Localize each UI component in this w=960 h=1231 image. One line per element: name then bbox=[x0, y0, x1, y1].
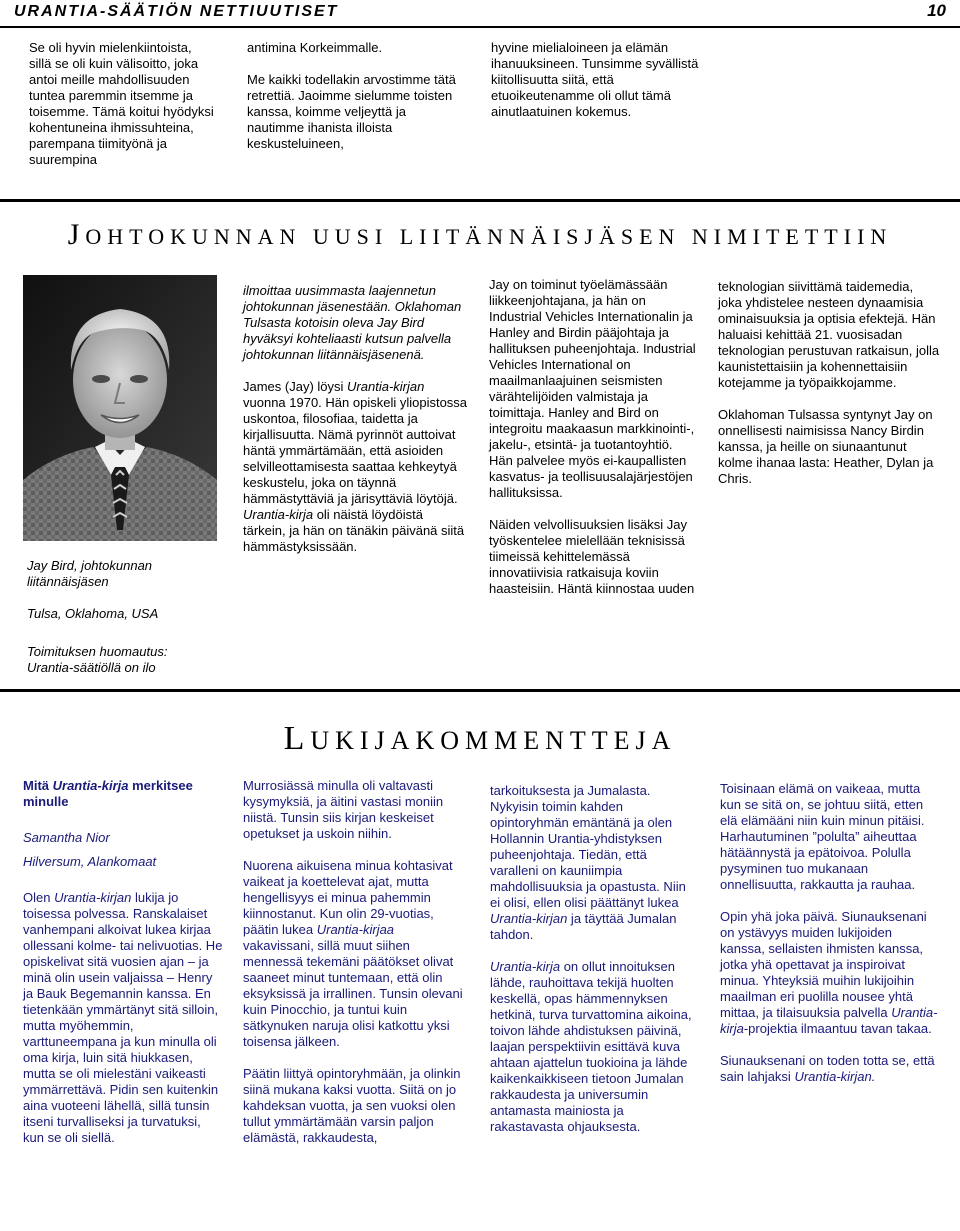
comments-col4-p3a: Siunauksenani on toden totta se, että sain lahjaksi bbox=[720, 1053, 935, 1084]
question-pre: Mitä bbox=[23, 778, 53, 793]
board-col3-p1: Jay on toiminut työelämässään liikkeenjohtajana, ja hän on Industrial Vehicles Internationalin ja Hanley and Birdin pääjohtaja ja hallituksen puheenjohtaja. Industrial Vehicles International on maailmanlaajuinen seismisten värähtelijöiden valmistaja ja toimittaja. Hanley and Bird on integroitu maakaasun markkinointi-, jakelu-, etsintä- ja tuotantoyhtiö. Hän palvelee myös ei-kaupallisten kasvatus- ja teollisuusalajärjestöjen hallituksissa. bbox=[489, 277, 696, 500]
comments-col3-p2 bbox=[490, 959, 698, 1135]
book-title: Urantia-kirjan bbox=[490, 911, 568, 926]
board-column-4 bbox=[718, 279, 940, 503]
comments-col2-p2a: Nuorena aikuisena minua kohtasivat vaikeat ja koettelevat ajat, mutta hengellisyys ei minua pahemmin kiinnostanut. Kun olin 29-vuotias, päätin lukea bbox=[243, 858, 453, 937]
caption-place: Tulsa, Oklahoma, USA bbox=[27, 606, 159, 621]
comments-col3-p2-text: on ollut innoituksen lähde, rauhoittava tekijä huolten keskellä, opas hämmennyksen hetkinä, turva turvattomina aikoina, toivon lähde ahdistuksen päivinä, laajan perspektiivin esittävä kuva ahtaan ajattelun tuokioina ja lähde kaikenkaikkiseen tietoon Jumalan rakkaudesta ja universumin antamasta mainiosta ja rakastavasta ohjauksesta. bbox=[490, 959, 692, 1134]
book-title: Urantia-kirjaa bbox=[316, 922, 395, 937]
heading-rest: OHTOKUNNAN UUSI LIITÄNNÄISJÄSEN NIMITETTIIN bbox=[85, 224, 893, 249]
question-post: merkitsee minulle bbox=[23, 778, 193, 809]
comments-col1-text bbox=[23, 890, 223, 1146]
board-col4-p1: teknologian siivittämä taidemedia, joka yhdistelee nesteen dynaamisia ominaisuuksia ja optisia efektejä. Hän haluaisi kehittää 21. vuosisadan teknologian perustuvan ratkaisun, jolla kaunistettaisiin ja kohennettaisiin kotejamme ja työpaikkojamme. bbox=[718, 279, 940, 390]
comments-col2-p1: Murrosiässä minulla oli valtavasti kysymyksiä, ja äitini vastasi moniin niistä. Tunsin siis kirjan keskeiset opetukset ja uskoin niihin. bbox=[243, 778, 444, 841]
comments-column-3 bbox=[490, 783, 698, 1151]
comments-col2-p3: Päätin liittyä opintoryhmään, ja olinkin siinä mukana kaksi vuotta. Siitä on jo kahdeksan vuotta, ja sen vuoksi olen tullut ymmärtämään varsin paljon elämästä, rakkaudesta, bbox=[243, 1066, 461, 1145]
comments-col2-p2b: vakavissani, sillä muut siihen mennessä tekemäni päätökset olivat saaneet minut tuntemaan, että olin eksyksissä ja irrallinen. Tunsin olevani kuin Pinocchio, ja tuntui kuin sätkynuken naruja olisi katkottu yksi toisensa jälkeen. bbox=[243, 938, 463, 1049]
photo-caption bbox=[27, 558, 217, 692]
portrait-image bbox=[23, 275, 217, 541]
divider-2 bbox=[0, 689, 960, 692]
section-heading-comments bbox=[0, 720, 960, 758]
top-column-3 bbox=[491, 40, 711, 136]
comments-col2-p2 bbox=[243, 858, 467, 1050]
page-header bbox=[0, 0, 960, 28]
comments-col4-p2b: -projektia ilmaantuu tavan takaa. bbox=[743, 1021, 932, 1036]
board-col3-p2: Näiden velvollisuuksien lisäksi Jay työskentelee mielellään teknisissä tiimeissä kehittelemässä innovatiivisia ratkaisuja koviin haasteisiin. Häntä kiinnostaa uuden bbox=[489, 517, 695, 596]
book-title: Urantia-kirjan bbox=[347, 379, 425, 394]
comments-col3-p1b: ja täyttää Jumalan tahdon. bbox=[490, 911, 677, 942]
top-column-2-p1: antimina Korkeimmalle. bbox=[247, 40, 383, 55]
heading-rest: UKIJAKOMMENTTEJA bbox=[310, 726, 677, 755]
board-col2-p2c: oli näistä löydöistä tärkein, ja hän on tänäkin päivänä siitä hämmästyksissään. bbox=[243, 507, 465, 554]
board-column-3 bbox=[489, 277, 697, 613]
comments-col4-p1: Toisinaan elämä on vaikeaa, mutta kun se sitä on, se johtuu siitä, etten elä elämääni niin kuin minun pitäisi. Harhautuminen ”polulta” aiheuttaa hätäännystä ja epätoivoa. Polulla pysyminen tuo mukanaan onnellisuutta, rakkautta ja rauhaa. bbox=[720, 781, 925, 892]
caption-name: Jay Bird, johtokunnan liitännäisjäsen bbox=[27, 558, 153, 589]
comments-column-2 bbox=[243, 778, 467, 1162]
board-col4-p2: Oklahoman Tulsassa syntynyt Jay on onnellisesti naimisissa Nancy Birdin kanssa, ja heille on siunaantunut kolme ihanaa lasta: Heather, Dylan ja Chris. bbox=[718, 407, 934, 486]
page-number: 10 bbox=[927, 1, 946, 20]
book-title: Urantia-kirjan bbox=[54, 890, 132, 905]
book-title: Urantia-kirja bbox=[720, 1005, 938, 1036]
board-col2-p2a: James (Jay) löysi bbox=[243, 379, 348, 394]
comments-col4-p2a: Opin yhä joka päivä. Siunauksenani on ystävyys muiden lukijoiden kanssa, sellaisten ihmisten kanssa, jotka yhä opettavat ja inspiroivat minua. Yhteyksiä muihin lukijoihin maailman eri puolilla nousee yhtä mittaa, ja tilaisuuksia palvella bbox=[720, 909, 927, 1020]
top-column-1 bbox=[29, 40, 217, 184]
book-title: Urantia-kirja bbox=[52, 778, 129, 793]
comments-col1-b: lukija jo toisessa polvessa. Ranskalaiset vanhempani alkoivat lukea kirjaa ollessani kolme- tai nelivuotias. He opiskelivat sitä vuosien ajan – ja minä olin usein valjaissa – Henry ja Bauk Begemannin kanssa. En tietenkään ymmärtänyt sitä silloin, mutta myöhemmin, varttuneempana ja kun minulla oli oma kirja, luin sitä hiukkasen, mutta se oli mielestäni vaikeasti ymmärrettävä. Pidin sen kuitenkin aina vuoteeni lähellä, sillä tunsin itseni turvalliseksi ja turvatuksi, kun se oli siellä. bbox=[23, 890, 223, 1145]
heading-initial: L bbox=[283, 720, 311, 757]
comments-col4-p3 bbox=[720, 1053, 940, 1085]
book-title: Urantia-kirjan. bbox=[794, 1069, 876, 1084]
comments-col3-p1a: tarkoituksesta ja Jumalasta. Nykyisin toimin kahden opintoryhmän emäntänä ja olen Hollannin Urantia-yhdistyksen puheenjohtaja. Tiedän, että varalleni on kauniimpia mahdollisuuksia ja opastusta. Niin ei olisi, ellen olisi päättänyt lukea bbox=[490, 783, 686, 910]
top-column-3-text: hyvine mielialoineen ja elämän ihanuuksineen. Tunsimme syvällistä kiitollisuutta siitä, että etuoikeutenamme oli ollut tämä ainutlaatuinen kokemus. bbox=[491, 40, 699, 119]
book-title: Urantia-kirja bbox=[490, 959, 561, 974]
comments-col1-a: Olen bbox=[23, 890, 55, 905]
board-col2-p1: ilmoittaa uusimmasta laajennetun johtokunnan jäsenestään. Oklahoman Tulsasta kotoisin oleva Jay Bird hyväksyi kohteliaasti kutsun palvella johtokunnan liitännäisjäsenenä. bbox=[243, 283, 462, 362]
heading-initial: J bbox=[67, 218, 86, 251]
comments-column-1 bbox=[23, 778, 223, 1162]
board-col2-p2 bbox=[243, 379, 469, 555]
publication-title: URANTIA-SÄÄTIÖN NETTIUUTISET bbox=[14, 3, 339, 20]
comments-col3-p1 bbox=[490, 783, 698, 943]
board-col2-p2b: vuonna 1970. Hän opiskeli yliopistossa uskontoa, filosofiaa, taidetta ja kirjallisuutta. Nämä pyrinnöt auttoivat häntä ymmärtämään, että asioiden selvilleottamisesta saattaa kehkeytyä keskustelu, joka on täynnä hämmästyttäviä ja järisyttäviä löytöjä. bbox=[243, 395, 468, 506]
comment-question bbox=[23, 778, 223, 810]
comments-column-4 bbox=[720, 781, 940, 1101]
comment-place: Hilversum, Alankomaat bbox=[23, 854, 157, 869]
comments-col4-p2 bbox=[720, 909, 940, 1037]
top-column-2 bbox=[247, 40, 457, 168]
book-title: Urantia-kirja bbox=[243, 507, 314, 522]
comment-author: Samantha Nior bbox=[23, 830, 110, 845]
editor-note: Toimituksen huomautus: Urantia-säätiöllä on ilo bbox=[27, 644, 168, 675]
top-column-2-p2: Me kaikki todellakin arvostimme tätä retrettiä. Jaoimme sielumme toisten kanssa, koimme veljeyttä ja nautimme ihanista illoista keskusteluineen, bbox=[247, 72, 456, 151]
section-heading-board bbox=[0, 218, 960, 252]
divider-1 bbox=[0, 199, 960, 202]
portrait-photo bbox=[23, 275, 217, 541]
board-column-2 bbox=[243, 283, 469, 571]
top-column-1-text: Se oli hyvin mielenkiintoista, sillä se oli kuin välisoitto, joka antoi meille mahdollisuuden tuntea paremmin itsemme ja toisemme. Tämä koitui hyödyksi kohentuneina ihmissuhteina, parempana tiimityönä ja suurempina bbox=[29, 40, 214, 167]
